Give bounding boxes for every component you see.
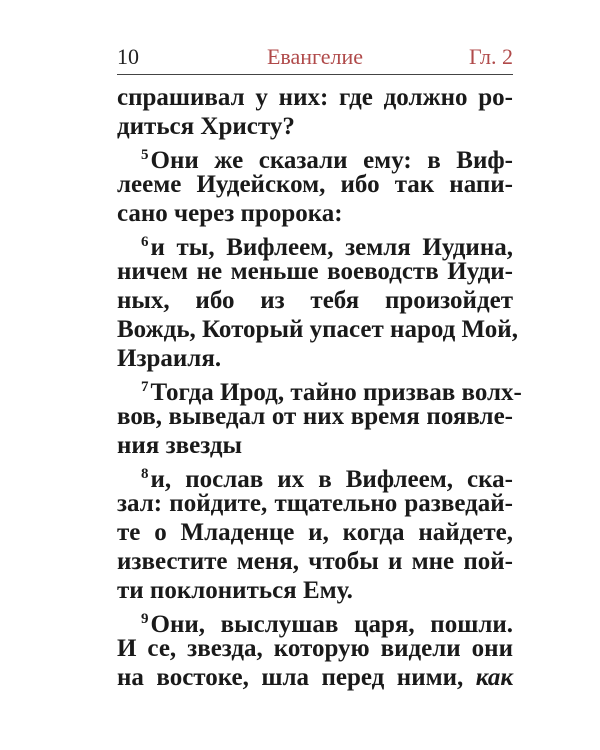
text-line: ничем не меньше воеводств Иуди- xyxy=(117,258,513,285)
text-line: зал: пойдите, тщательно разведай- xyxy=(117,490,513,517)
text-line: ти поклониться Ему. xyxy=(117,577,353,604)
text-line: те о Младенце и, когда найдете, xyxy=(117,519,513,546)
text-line: Израиля. xyxy=(117,345,222,372)
page-header xyxy=(117,40,513,75)
text-line: спрашивал у них: где должно ро- xyxy=(117,84,513,111)
verse-number: 7 xyxy=(141,379,149,395)
book-page xyxy=(117,40,522,692)
text-line: $^8$и, послав их в Вифлеем, ска- xyxy=(141,466,513,493)
page-number: 10 xyxy=(117,44,139,69)
text-line: известите меня, чтобы и мне пой- xyxy=(117,548,513,575)
chapter-label: Гл. 2 xyxy=(468,44,513,69)
text-line: сано через пророка: xyxy=(117,200,343,227)
text-line: $^6$и ты, Вифлеем, земля Иудина, xyxy=(141,234,513,261)
text-line: на востоке, шла перед ними, как xyxy=(117,664,513,691)
running-title: Евангелие xyxy=(266,44,364,69)
verse-number: 9 xyxy=(141,611,149,627)
text-line: $^7$Тогда Ирод, тайно призвав волх- xyxy=(141,379,522,406)
text-line: $^9$Они, выслушав царя, пошли. xyxy=(141,611,513,638)
verse-number: 5 xyxy=(141,147,149,163)
text-line: вов, выведал от них время появле- xyxy=(117,403,513,430)
text-line: лееме Иудейском, ибо так напи- xyxy=(117,171,513,198)
text-line: ния звезды xyxy=(117,432,242,459)
verse-number: 6 xyxy=(141,234,149,250)
scripture-text xyxy=(117,83,522,692)
text-line: диться Христу? xyxy=(117,113,295,140)
text-line: ных, ибо из тебя произойдет xyxy=(117,287,513,314)
text-line: И се, звезда, которую видели они xyxy=(117,635,513,662)
italic-word: как xyxy=(475,664,513,691)
text-line: Вождь, Который упасет народ Мой, xyxy=(117,316,518,343)
text-line: $^5$Они же сказали ему: в Виф- xyxy=(141,147,513,174)
verse-number: 8 xyxy=(141,466,149,482)
